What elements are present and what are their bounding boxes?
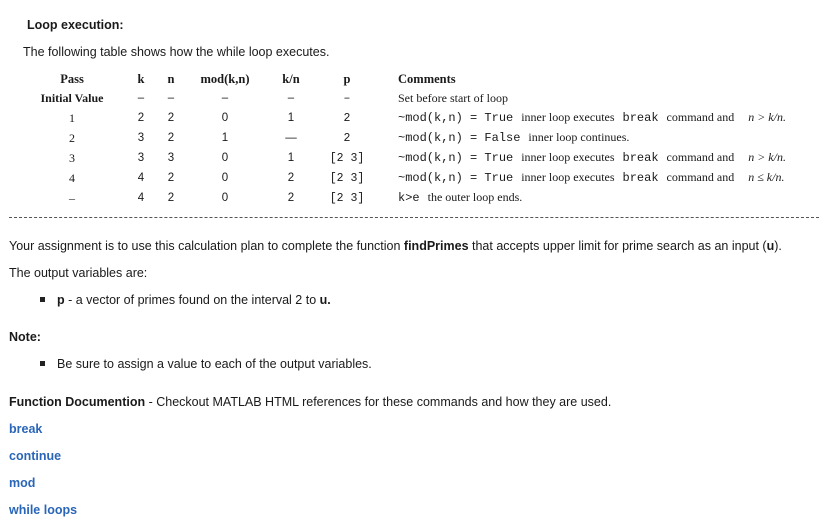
note-item (35, 357, 372, 371)
output-label: The output variables are: (9, 266, 148, 280)
table-row (22, 128, 786, 148)
cell-k: 3 (137, 131, 145, 144)
cell-n: 2 (167, 171, 175, 184)
cell-k: 4 (137, 191, 145, 204)
cell-n: 3 (167, 151, 175, 164)
cell-mod: 0 (221, 151, 229, 164)
output-var-name: p (57, 293, 65, 307)
cell-kn: — (285, 131, 297, 144)
cell-mod: 0 (221, 111, 229, 124)
comment-text: inner loop continues. (528, 130, 630, 144)
cell-comment (380, 168, 786, 188)
cell-pass: 3 (69, 150, 75, 165)
cell-kn: 1 (287, 151, 295, 164)
comment-math: n ≤ k/n. (748, 170, 785, 184)
comment-text: inner loop executes (521, 170, 615, 184)
table-row (22, 148, 786, 168)
comment-keyword: break (622, 111, 659, 125)
comment-math: n > k/n. (748, 110, 786, 124)
cell-p: 2 (343, 111, 351, 125)
link-while-loops[interactable]: while loops (9, 503, 78, 517)
cell-mod: 0 (221, 191, 229, 204)
cell-pass: – (69, 190, 75, 205)
cell-k: 4 (137, 171, 145, 184)
cell-p: 2 (343, 131, 351, 145)
cell-p: [2 3] (329, 151, 365, 165)
cell-p: [2 3] (329, 171, 365, 185)
link-continue[interactable]: continue (9, 449, 62, 463)
comment-keyword: break (622, 171, 659, 185)
cell-k: 3 (137, 151, 145, 164)
cell-kn: 2 (287, 191, 295, 204)
cell-p: [2 3] (329, 191, 365, 205)
header-k: k (137, 72, 145, 86)
cell-mod: 0 (221, 171, 229, 184)
comment-text: command and (666, 150, 735, 164)
cell-k: 2 (137, 111, 145, 124)
cell-comment (380, 89, 786, 108)
comment-text: inner loop executes (521, 150, 615, 164)
function-doc-label: Function Documention (9, 395, 146, 409)
function-name: findPrimes (403, 239, 469, 253)
cell-pass: Initial Value (40, 91, 104, 105)
comment-text: command and (666, 170, 735, 184)
comment-code: ~mod(k,n) = True (398, 111, 514, 125)
note-title: Note: (9, 330, 41, 344)
cell-pass: 1 (69, 110, 75, 125)
comment-text: the outer loop ends. (427, 190, 523, 204)
comment-text: Set before start of loop (398, 91, 508, 105)
cell-comment (380, 148, 786, 168)
header-kn: k/n (282, 72, 300, 86)
output-var-u: u. (319, 293, 331, 307)
function-doc (9, 395, 611, 409)
header-pass: Pass (60, 72, 84, 86)
cell-n: 2 (167, 191, 175, 204)
note-text: Be sure to assign a value to each of the output variables. (57, 357, 372, 371)
input-var: u (766, 239, 775, 253)
bullet-icon (40, 297, 45, 302)
cell-k: – (137, 92, 145, 104)
link-break[interactable]: break (9, 422, 43, 436)
assignment-text (9, 239, 782, 253)
loop-table (22, 70, 786, 208)
cell-comment (380, 108, 786, 128)
section-title: Loop execution: (27, 18, 124, 32)
link-mod[interactable]: mod (9, 476, 36, 490)
output-item-p (35, 293, 331, 307)
comment-code: ~mod(k,n) = False (398, 131, 521, 145)
assignment-part1: Your assignment is to use this calculation plan to complete the function (9, 239, 404, 253)
table-row (22, 168, 786, 188)
header-n: n (167, 72, 175, 86)
cell-kn: – (287, 92, 295, 104)
comment-math: n > k/n. (748, 150, 786, 164)
cell-mod: – (221, 92, 229, 104)
function-doc-text: - Checkout MATLAB HTML references for these commands and how they are used. (145, 395, 612, 409)
intro-text: The following table shows how the while loop executes. (23, 45, 330, 59)
cell-pass: 2 (69, 130, 75, 145)
cell-n: 2 (167, 131, 175, 144)
comment-text: inner loop executes (521, 110, 615, 124)
comment-code: ~mod(k,n) = True (398, 151, 514, 165)
cell-kn: 1 (287, 111, 295, 124)
dashed-divider (9, 217, 819, 218)
table-header-row (22, 70, 786, 89)
bullet-icon (40, 361, 45, 366)
cell-kn: 2 (287, 171, 295, 184)
comment-code: k>e (398, 191, 420, 205)
header-mod: mod(k,n) (200, 72, 250, 86)
assignment-part3: ). (774, 239, 782, 253)
output-list (35, 293, 331, 307)
cell-n: 2 (167, 111, 175, 124)
note-list (35, 357, 372, 371)
comment-code: ~mod(k,n) = True (398, 171, 514, 185)
table-row (22, 108, 786, 128)
cell-p: – (343, 92, 351, 105)
cell-comment (380, 188, 786, 208)
table-row (22, 89, 786, 108)
header-comments: Comments (398, 72, 456, 86)
header-p: p (343, 72, 351, 86)
cell-n: – (167, 92, 175, 104)
cell-pass: 4 (69, 170, 75, 185)
comment-keyword: break (622, 151, 659, 165)
comment-text: command and (666, 110, 735, 124)
output-var-desc: - a vector of primes found on the interval 2 to (64, 293, 320, 307)
cell-mod: 1 (221, 131, 229, 144)
assignment-part2: that accepts upper limit for prime search as an input ( (468, 239, 767, 253)
table-row (22, 188, 786, 208)
cell-comment (380, 128, 786, 148)
